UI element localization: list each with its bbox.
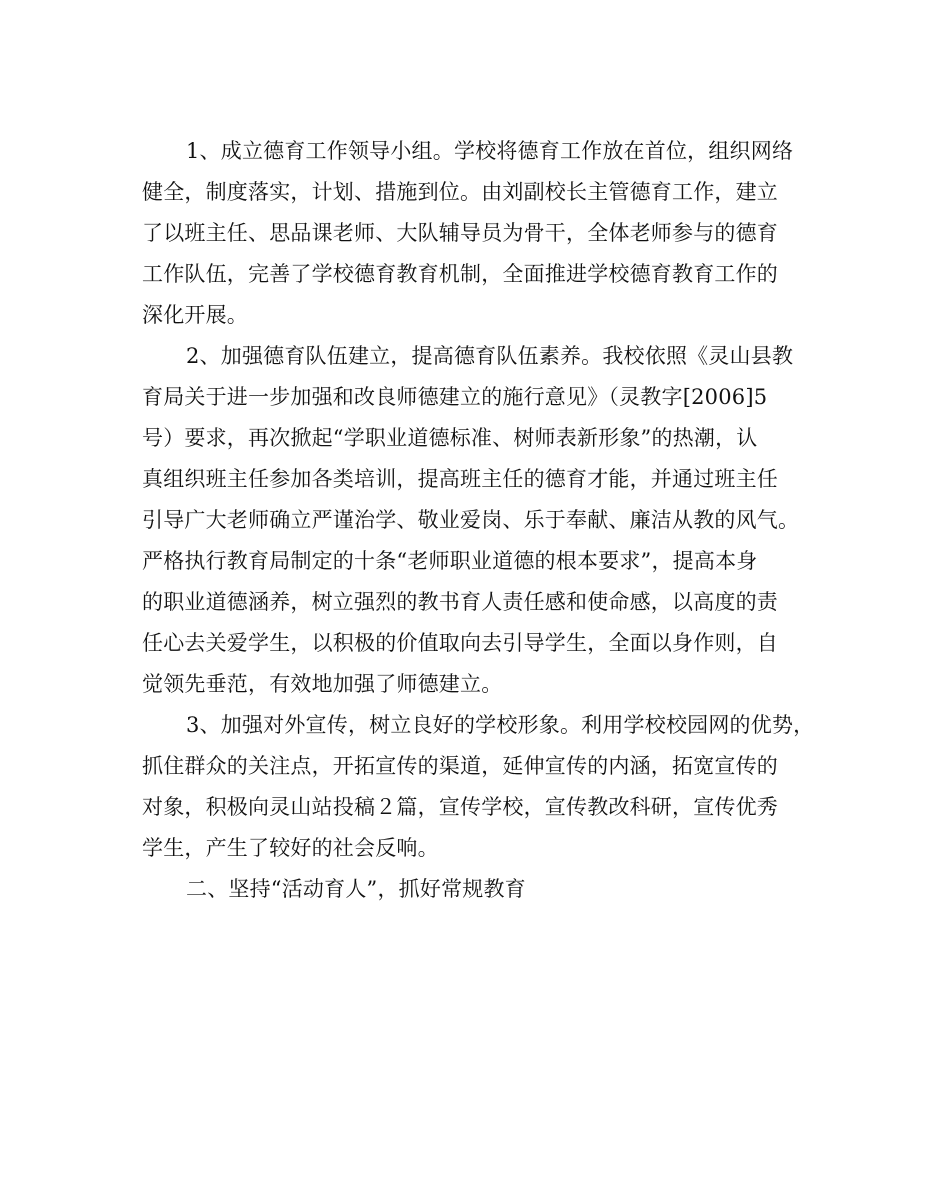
paragraph-1-line-4: 工作队伍，完善了学校德育教育机制，全面推进学校德育教育工作的 [142, 262, 778, 286]
paragraph-2-line-9: 觉领先垂范，有效地加强了师德建立。 [142, 672, 503, 696]
paragraph-2-line-5: 引导广大老师确立严谨治学、敬业爱岗、乐于奉献、廉洁从教的风气。 [142, 508, 800, 532]
paragraph-2-line-1: 2、加强德育队伍建立，提高德育队伍素养。我校依照《灵山县教 [186, 344, 794, 368]
paragraph-1-line-5: 深化开展。 [142, 303, 248, 327]
paragraph-2-line-8: 任心去关爱学生，以积极的价值取向去引导学生，全面以身作则，自 [142, 631, 778, 655]
paragraph-3-line-1: 3、加强对外宣传，树立良好的学校形象。利用学校校园网的优势， [186, 713, 815, 737]
paragraph-3-line-4: 学生，产生了较好的社会反响。 [142, 836, 439, 860]
paragraph-3-line-2: 抓住群众的关注点，开拓宣传的渠道，延伸宣传的内涵，拓宽宣传的 [142, 754, 778, 778]
paragraph-1-line-2: 健全，制度落实，计划、措施到位。由刘副校长主管德育工作，建立 [142, 180, 778, 204]
paragraph-2-line-3: 号）要求，再次掀起“学职业道德标准、树师表新形象”的热潮，认 [142, 426, 758, 450]
paragraph-2-line-7: 的职业道德涵养，树立强烈的教书育人责任感和使命感，以高度的责 [142, 590, 778, 614]
section-heading: 二、坚持“活动育人”，抓好常规教育 [186, 877, 526, 901]
body-text [142, 131, 842, 910]
paragraph-1-line-1: 1、成立德育工作领导小组。学校将德育工作放在首位，组织网络 [186, 139, 794, 163]
paragraph-2-line-2: 育局关于进一步加强和改良师德建立的施行意见》（灵教字[2006]5 [142, 385, 768, 409]
paragraph-3-line-3: 对象，积极向灵山站投稿２篇，宣传学校，宣传教改科研，宣传优秀 [142, 795, 778, 819]
paragraph-2-line-4: 真组织班主任参加各类培训，提高班主任的德育才能，并通过班主任 [142, 467, 778, 491]
paragraph-1-line-3: 了以班主任、思品课老师、大队辅导员为骨干，全体老师参与的德育 [142, 221, 778, 245]
paragraph-2-line-6: 严格执行教育局制定的十条“老师职业道德的根本要求”，提高本身 [142, 549, 758, 573]
